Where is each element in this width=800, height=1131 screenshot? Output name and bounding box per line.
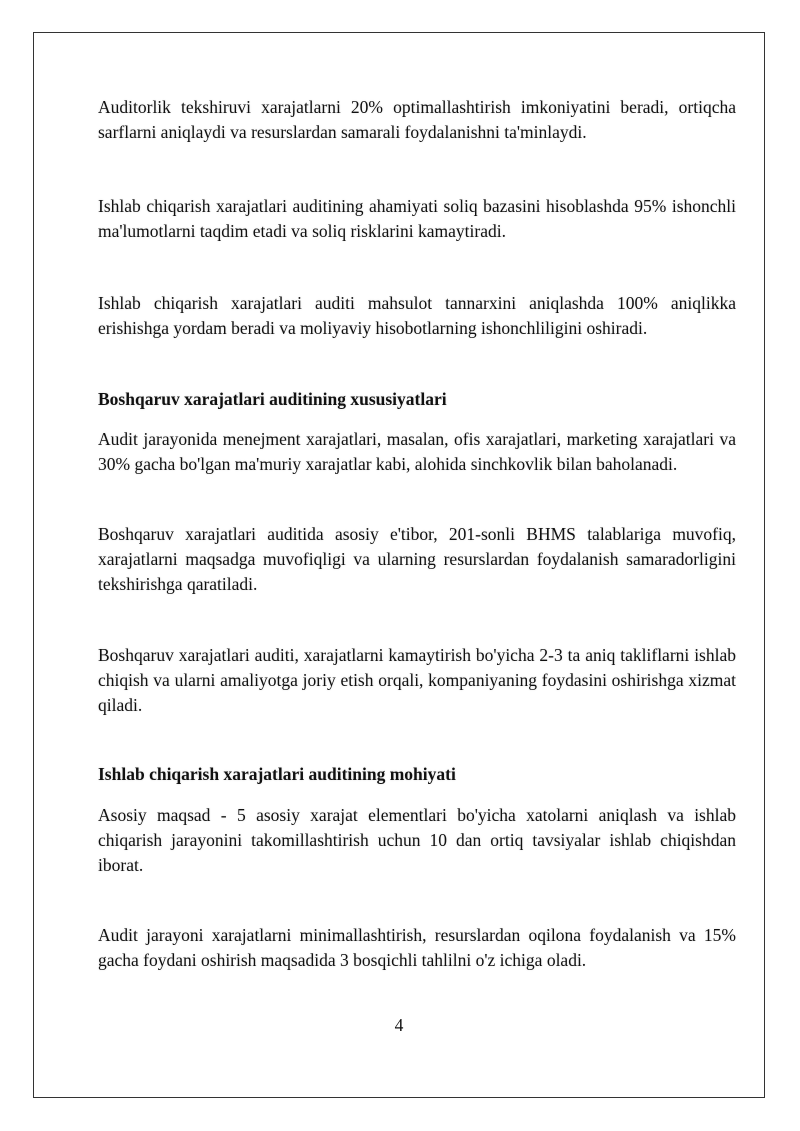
paragraph: Boshqaruv xarajatlari auditi, xarajatlarni kamaytirish bo'yicha 2-3 ta aniq takliflarni ishlab chiqish va ularni amaliyotga joriy etish orqali, kompaniyaning foydasini oshirishga xizmat qiladi. [98, 645, 736, 715]
section-heading: Ishlab chiqarish xarajatlari auditining mohiyati [98, 764, 456, 784]
paragraph: Boshqaruv xarajatlari auditida asosiy e'tibor, 201-sonli BHMS talablariga muvofiq, xarajatlarni maqsadga muvofiqligi va ularning resurslardan foydalanish samaradorligini tekshirishga qaratiladi. [98, 524, 736, 594]
paragraph: Audit jarayoni xarajatlarni minimallashtirish, resurslardan oqilona foydalanish va 15% gacha foydani oshirish maqsadida 3 bosqichli tahlilni o'z ichiga oladi. [98, 925, 736, 970]
document-page [33, 32, 765, 1098]
paragraph: Ishlab chiqarish xarajatlari auditining ahamiyati soliq bazasini hisoblashda 95% ishonchli ma'lumotlarni taqdim etadi va soliq risklarini kamaytiradi. [98, 196, 736, 241]
paragraph: Audit jarayonida menejment xarajatlari, masalan, ofis xarajatlari, marketing xarajatlari va 30% gacha bo'lgan ma'muriy xarajatlar kabi, alohida sinchkovlik bilan baholanadi. [98, 429, 736, 474]
paragraph: Ishlab chiqarish xarajatlari auditi mahsulot tannarxini aniqlashda 100% aniqlikka erishishga yordam beradi va moliyaviy hisobotlarning ishonchliligini oshiradi. [98, 293, 736, 338]
section-heading: Boshqaruv xarajatlari auditining xususiyatlari [98, 389, 447, 409]
page-number: 4 [394, 1015, 404, 1035]
page-content [98, 95, 736, 973]
paragraph: Asosiy maqsad - 5 asosiy xarajat elementlari bo'yicha xatolarni aniqlash va ishlab chiqarish jarayonini takomillashtirish uchun 10 dan ortiq tavsiyalar ishlab chiqishdan iborat. [98, 805, 736, 875]
paragraph: Auditorlik tekshiruvi xarajatlarni 20% optimallashtirish imkoniyatini beradi, ortiqcha sarflarni aniqlaydi va resurslardan samarali foydalanishni ta'minlaydi. [98, 97, 736, 142]
